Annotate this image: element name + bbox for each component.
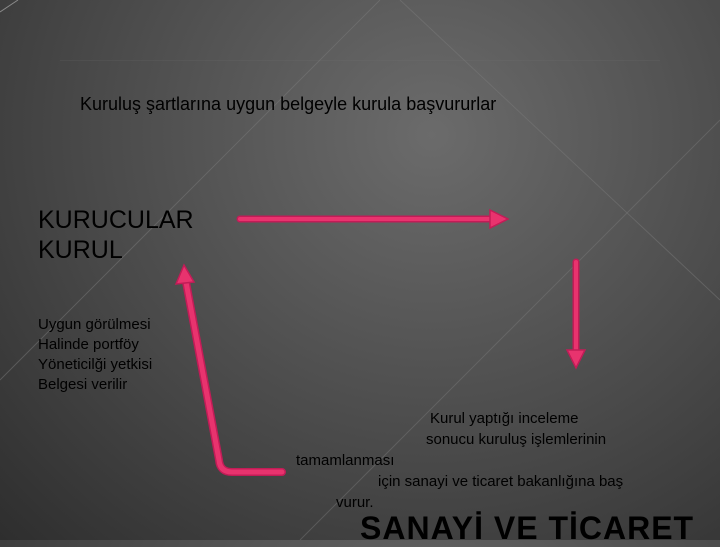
inspection-line: sonucu kuruluş işlemlerinin: [426, 431, 607, 448]
inspection-line: Kurul yaptığı inceleme: [430, 410, 579, 427]
arrow-down: [567, 262, 585, 368]
role-board: KURUL: [38, 236, 123, 264]
inspection-line: tamamlanması: [296, 452, 395, 469]
inspection-line: için sanayi ve ticaret bakanlığına baş: [378, 473, 624, 490]
role-founders: KURUCULAR: [38, 206, 194, 234]
approval-line: Yöneticilği yetkisi: [38, 356, 153, 373]
arrow-right: [240, 210, 508, 228]
roles-label: [38, 205, 194, 265]
approval-line: Halinde portföy: [38, 336, 139, 353]
approval-line: Belgesi verilir: [38, 376, 128, 393]
approval-note: [38, 315, 152, 395]
footer-title: SANAYİ VE TİCARET: [360, 510, 695, 546]
page-heading: Kuruluş şartlarına uygun belgeyle kurula başvururlar: [80, 94, 497, 114]
approval-line: Uygun görülmesi: [38, 316, 151, 333]
inspection-line: vurur.: [336, 494, 374, 511]
inspection-note: [296, 408, 623, 513]
arrow-return-up: [176, 265, 282, 472]
